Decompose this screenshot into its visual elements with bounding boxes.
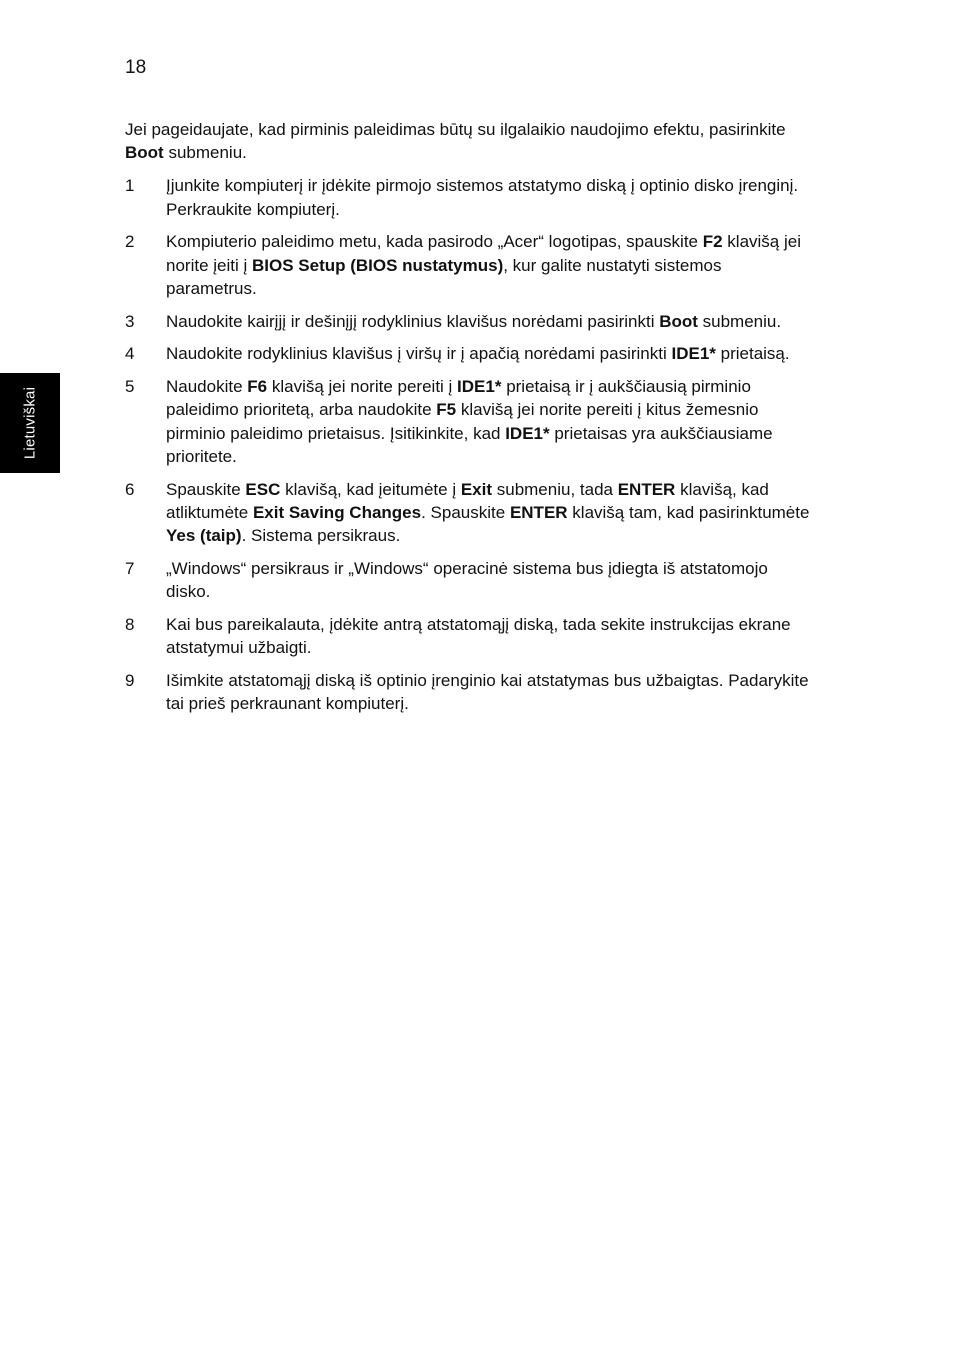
- text-run: . Spauskite: [421, 502, 510, 522]
- text-run: prietaisas yra aukščiausiame prioritete.: [166, 423, 773, 466]
- step-number: 8: [125, 614, 135, 634]
- text-run: submeniu.: [163, 143, 247, 163]
- step-text: [166, 613, 815, 659]
- text-run: prietaisą ir į aukščiausią pirminio paleidimo prioritetą, arba naudokite: [166, 377, 751, 420]
- bold-text: ESC: [245, 479, 281, 499]
- step-item: [125, 478, 815, 548]
- text-run: Įjunkite kompiuterį ir įdėkite pirmojo sistemos atstatymo diską į optinio disko įrenginį. Perkraukite kompiuterį.: [166, 176, 799, 219]
- step-text: [166, 174, 815, 220]
- language-side-tab-label: Lietuviškai: [21, 386, 39, 460]
- text-run: Kompiuterio paleidimo metu, kada pasirodo „Acer“ logotipas, spauskite: [166, 232, 703, 252]
- text-run: submeniu, tada: [492, 479, 618, 499]
- text-run: Naudokite rodyklinius klavišus į viršų ir į apačią norėdami pasirinkti: [166, 344, 672, 364]
- bold-text: Yes (taip): [166, 526, 242, 546]
- text-run: klavišą jei norite įeiti į: [166, 232, 801, 275]
- bold-text: ENTER: [617, 479, 676, 499]
- text-run: submeniu.: [697, 311, 782, 331]
- step-number: 3: [125, 311, 135, 331]
- intro-paragraph: [125, 118, 815, 164]
- text-run: klavišą jei norite pereiti į: [267, 377, 458, 397]
- language-side-tab: [0, 373, 60, 473]
- text-run: „Windows“ persikraus ir „Windows“ operacinė sistema bus įdiegta iš atstatomojo disko.: [166, 558, 768, 602]
- step-number: 9: [125, 670, 135, 690]
- step-item: [125, 310, 815, 333]
- text-run: klavišą tam, kad pasirinktumėte: [567, 502, 810, 522]
- text-run: Naudokite kairįjį ir dešinįjį rodyklinius klavišus norėdami pasirinkti: [166, 311, 660, 331]
- step-text: [166, 230, 815, 300]
- step-number: 4: [125, 344, 135, 364]
- step-text: [166, 478, 815, 548]
- bold-text: F2: [702, 232, 723, 252]
- bold-text: BIOS Setup (BIOS nustatymus): [251, 255, 504, 275]
- bold-text: Exit: [460, 479, 493, 499]
- bold-text: Boot: [125, 143, 164, 163]
- step-text: [166, 669, 815, 715]
- text-run: klavišą jei norite pereiti į kitus žemesnio pirminio paleidimo prietaisus. Įsitikinkite, kad: [166, 400, 759, 443]
- step-text: [166, 557, 815, 603]
- step-number: 5: [125, 377, 135, 397]
- text-run: Kai bus pareikalauta, įdėkite antrą atstatomąjį diską, tada sekite instrukcijas ekrane atstatymui užbaigti.: [166, 614, 791, 658]
- step-item: [125, 557, 815, 603]
- step-text: [166, 310, 815, 333]
- step-text: [166, 375, 815, 468]
- step-item: [125, 174, 815, 220]
- step-number: 7: [125, 558, 135, 578]
- step-number: 6: [125, 479, 135, 499]
- text-run: . Sistema persikraus.: [241, 526, 401, 546]
- bold-text: ENTER: [509, 502, 568, 522]
- document-body: [125, 118, 815, 725]
- step-text: [166, 342, 815, 365]
- bold-text: Boot: [659, 311, 698, 331]
- text-run: Jei pageidaujate, kad pirminis paleidimas būtų su ilgalaikio naudojimo efektu, pasirinkite: [125, 120, 786, 139]
- text-run: Naudokite: [166, 377, 248, 397]
- text-run: Išimkite atstatomąjį diską iš optinio įrenginio kai atstatymas bus užbaigtas. Padarykite tai prieš perkraunant kompiuterį.: [166, 670, 809, 714]
- bold-text: IDE1*: [457, 377, 502, 397]
- text-run: klavišą, kad įeitumėte į: [280, 479, 461, 499]
- bold-text: F5: [436, 400, 457, 420]
- text-run: klavišą, kad atliktumėte: [166, 479, 769, 522]
- text-run: Spauskite: [166, 479, 246, 499]
- text-run: prietaisą.: [715, 344, 790, 364]
- step-item: [125, 230, 815, 300]
- bold-text: IDE1*: [671, 344, 716, 364]
- step-number: 1: [125, 176, 135, 196]
- bold-text: Exit Saving Changes: [252, 502, 422, 522]
- text-run: , kur galite nustatyti sistemos parametrus.: [166, 255, 722, 298]
- steps-list: [125, 174, 815, 715]
- step-item: [125, 375, 815, 468]
- step-number: 2: [125, 232, 135, 252]
- step-item: [125, 669, 815, 715]
- step-item: [125, 342, 815, 365]
- page-number: 18: [125, 57, 147, 78]
- step-item: [125, 613, 815, 659]
- bold-text: IDE1*: [505, 423, 550, 443]
- bold-text: F6: [247, 377, 268, 397]
